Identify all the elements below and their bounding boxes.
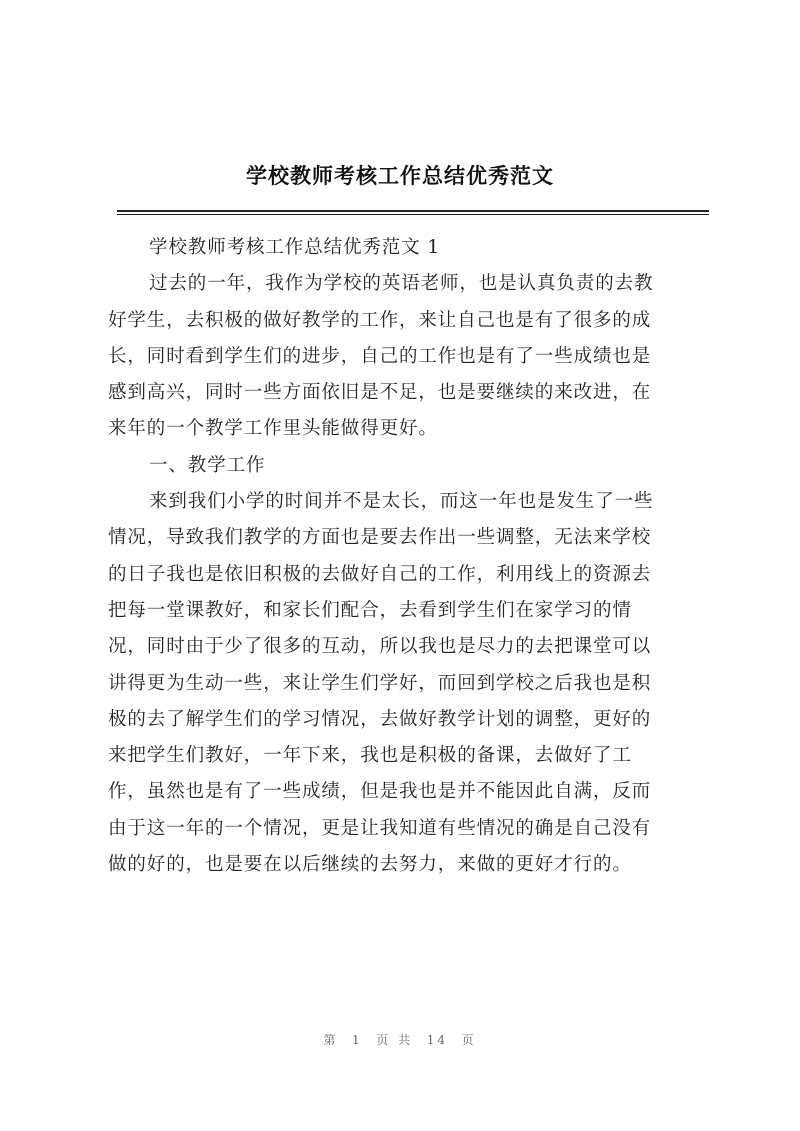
paragraph-line: 来到我们小学的时间并不是太长，而这一年也是发生了一些 <box>149 491 654 513</box>
title-underline-thin <box>117 214 709 215</box>
paragraph-line: 感到高兴，同时一些方面依旧是不足，也是要继续的来改进，在 <box>108 382 652 404</box>
paragraph-line: 由于这一年的一个情况，更是让我知道有些情况的确是自己没有 <box>108 817 652 839</box>
paragraph-line: 情况，导致我们教学的方面也是要去作出一些调整，无法来学校 <box>108 527 652 549</box>
paragraph-line: 极的去了解学生们的学习情况，去做好教学计划的调整，更好的 <box>108 708 652 730</box>
paragraph-line: 作，虽然也是有了一些成绩，但是我也是并不能因此自满，反而 <box>108 781 652 803</box>
document-body <box>108 230 708 883</box>
paragraph-line: 况，同时由于少了很多的互动，所以我也是尽力的去把课堂可以 <box>108 636 652 658</box>
subsection-heading: 一、教学工作 <box>149 454 266 476</box>
paragraph-line: 的日子我也是依旧积极的去做好自己的工作，利用线上的资源去 <box>108 563 652 585</box>
paragraph-line: 把每一堂课教好，和家长们配合，去看到学生们在家学习的情 <box>108 599 632 621</box>
paragraph-line: 过去的一年，我作为学校的英语老师，也是认真负责的去教 <box>149 273 654 295</box>
title-underline-thick <box>117 210 709 212</box>
paragraph-line: 做的好的，也是要在以后继续的去努力，来做的更好才行的。 <box>108 854 632 876</box>
page-number-footer: 第 1 页 共 14 页 <box>323 1033 477 1047</box>
document-title: 学校教师考核工作总结优秀范文 <box>246 163 554 188</box>
paragraph-line: 好学生，去积极的做好教学的工作，来让自己也是有了很多的成 <box>108 309 652 331</box>
paragraph-line: 来把学生们教好，一年下来，我也是积极的备课，去做好了工 <box>108 745 632 767</box>
paragraph-line: 讲得更为生动一些，来让学生们学好，而回到学校之后我也是积 <box>108 672 652 694</box>
section-heading: 学校教师考核工作总结优秀范文 1 <box>149 237 441 258</box>
paragraph-line: 来年的一个教学工作里头能做得更好。 <box>108 418 438 440</box>
paragraph-line: 长，同时看到学生们的进步，自己的工作也是有了一些成绩也是 <box>108 345 652 367</box>
